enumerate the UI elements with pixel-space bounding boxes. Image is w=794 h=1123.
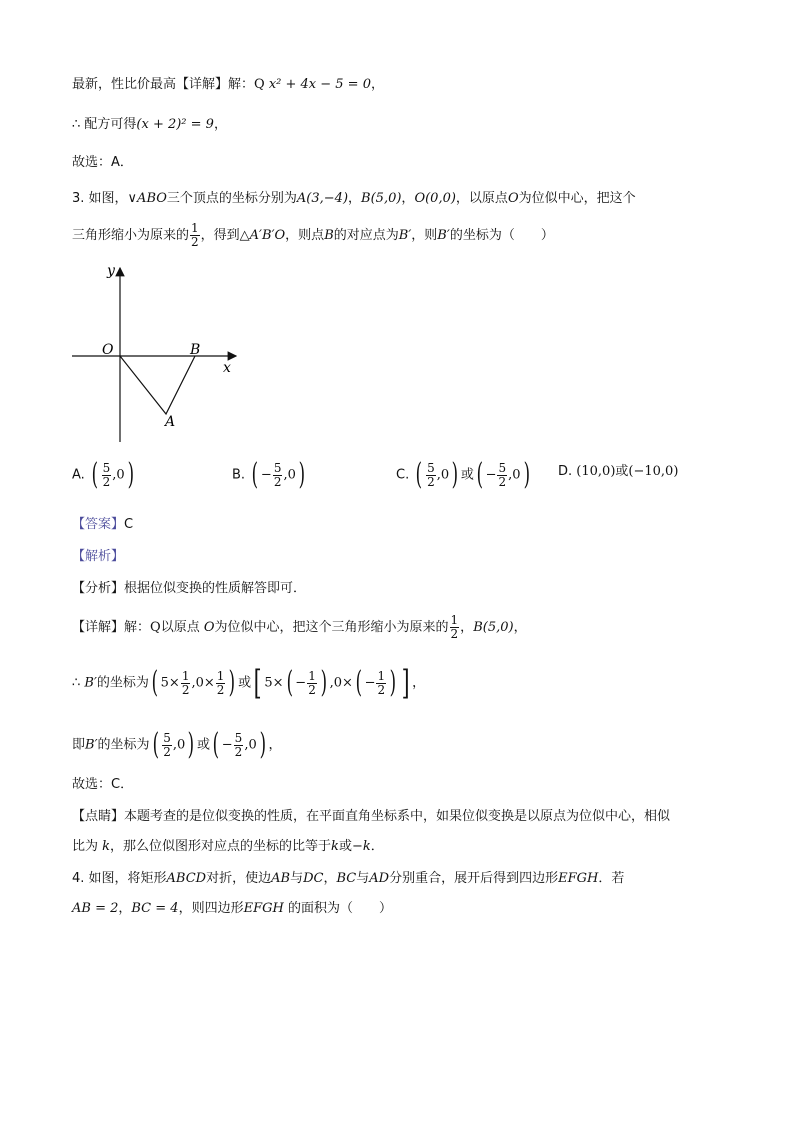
numerator: 5 — [427, 460, 435, 475]
fraction — [234, 732, 244, 759]
text: 分别重合，展开后得到四边形 — [389, 871, 559, 886]
numerator: 1 — [216, 668, 225, 683]
text: 对折，使边 — [206, 871, 272, 886]
bracket: ] — [401, 663, 410, 703]
paren: ) — [451, 457, 459, 492]
numerator: 1 — [450, 613, 459, 627]
answer-line — [72, 516, 133, 534]
math-bprime: B′ — [437, 228, 450, 243]
math-ab: AB — [271, 871, 291, 886]
minus: − — [221, 737, 233, 753]
paren: ( — [415, 457, 423, 492]
calc-line — [72, 663, 426, 703]
paren: ( — [212, 727, 220, 762]
denominator: 2 — [427, 474, 435, 489]
fraction — [426, 462, 436, 489]
tag: 【分析】 — [72, 581, 125, 596]
paren: ( — [151, 665, 159, 700]
math-bprime: B′ — [398, 228, 412, 243]
minus: − — [364, 675, 376, 691]
point-o: O(0,0) — [414, 191, 456, 206]
value: ,0× — [191, 675, 215, 691]
because-symbol: Q — [254, 77, 269, 92]
text: 本题考查的是位似变换的性质，在平面直角坐标系中，如果位似变换是以原点为位似中心，相似 — [124, 809, 671, 824]
triangle-name: ∨ABO — [127, 191, 167, 206]
value: 5× — [160, 675, 180, 691]
option-label: A. — [72, 467, 85, 483]
question-3-line-1 — [72, 190, 636, 208]
text: ， — [401, 191, 415, 206]
point-b: B(5,0) — [361, 191, 402, 206]
option-label: B. — [232, 467, 246, 483]
text: 3. 如图， — [72, 191, 128, 206]
point-a: A(3,−4) — [296, 191, 349, 206]
math-ab-eq: AB = 2 — [72, 901, 119, 916]
numerator: 1 — [308, 668, 316, 683]
paren: ) — [229, 665, 236, 700]
math-ad: AD — [369, 871, 390, 886]
paren: ( — [251, 457, 259, 492]
fraction — [376, 670, 386, 697]
text: 的坐标为 — [97, 737, 150, 753]
denominator: 2 — [216, 682, 225, 697]
or-text: 或 — [238, 675, 252, 691]
option-c[interactable] — [396, 457, 532, 492]
therefore: ∴ — [72, 675, 85, 691]
choice-line-a: 故选：A． — [72, 155, 133, 170]
text: 的坐标为（ ） — [449, 228, 554, 243]
option-a[interactable] — [72, 457, 136, 492]
value: 5× — [264, 675, 284, 691]
triangle-name: △A′B′O — [239, 228, 286, 243]
fenxi-line — [72, 580, 306, 598]
text: ． — [370, 839, 384, 854]
text: ，则点 — [285, 228, 325, 243]
math-bprime: B′ — [85, 737, 98, 753]
math-k: k — [331, 839, 339, 854]
numerator: 5 — [163, 730, 171, 745]
text: 4. 如图，将矩形 — [72, 871, 167, 886]
option-d[interactable] — [558, 460, 678, 479]
text: ，则四边形 — [178, 901, 244, 916]
value: ,0× — [329, 675, 353, 691]
detail-line — [72, 614, 527, 641]
tag: 【详解】 — [72, 620, 125, 635]
o-label: O — [102, 342, 114, 358]
dianjing-line-1 — [72, 808, 670, 826]
text: 的对应点为 — [333, 228, 399, 243]
dianjing-line-2 — [72, 838, 384, 856]
paren: ) — [127, 457, 134, 492]
numerator: 5 — [234, 730, 243, 745]
denominator: 2 — [234, 744, 243, 759]
numerator: 5 — [273, 460, 282, 475]
point-b: B(5,0) — [473, 620, 514, 635]
text: ， — [460, 620, 474, 635]
fraction — [307, 670, 317, 697]
minus: − — [485, 467, 497, 483]
text: 比为 — [72, 839, 103, 854]
paren: ( — [286, 665, 293, 700]
option-label: D. — [558, 464, 573, 479]
answer-value: C — [124, 517, 134, 532]
or-text: 或 — [615, 464, 629, 479]
denominator: 2 — [102, 474, 111, 489]
value: ,0 — [436, 467, 450, 483]
numerator: 1 — [191, 221, 199, 235]
math-efgh: EFGH — [558, 871, 599, 886]
b-label: B — [190, 342, 201, 358]
because-symbol: Q — [150, 620, 161, 635]
value: ,0 — [172, 737, 186, 753]
fraction-half — [450, 614, 460, 641]
value: ,0 — [283, 467, 296, 483]
numerator: 5 — [498, 460, 507, 475]
text: ，那么位似图形对应点的坐标的比等于 — [110, 839, 332, 854]
text: ， — [513, 620, 527, 635]
x-label: x — [223, 360, 231, 376]
text: 解： — [124, 620, 151, 635]
math-abcd: ABCD — [166, 871, 207, 886]
fraction — [162, 732, 172, 759]
numerator: 1 — [377, 668, 386, 683]
text: ， — [268, 737, 282, 753]
solution-line-1 — [72, 76, 384, 94]
value: ,0 — [112, 467, 125, 483]
value: (−10,0) — [628, 464, 679, 479]
text: 三角形缩小为原来的 — [72, 228, 190, 243]
text: 为位似中心，把这个 — [518, 191, 636, 206]
fraction — [273, 462, 283, 489]
denominator: 2 — [191, 235, 199, 249]
numerator: 5 — [102, 460, 111, 475]
fraction — [216, 670, 226, 697]
text: ， — [323, 871, 337, 886]
text: ， — [412, 675, 426, 691]
or-text: 或 — [460, 467, 474, 483]
paren: ) — [259, 727, 266, 762]
question-3-line-2 — [72, 222, 554, 249]
option-label: C. — [396, 467, 410, 483]
math-b: B — [324, 228, 334, 243]
text: 的坐标为 — [96, 675, 149, 691]
denominator: 2 — [163, 744, 171, 759]
or-text: 或 — [197, 737, 211, 753]
a-label: A — [165, 414, 176, 430]
text: 根据位似变换的性质解答即可． — [124, 581, 307, 596]
denominator: 2 — [273, 474, 282, 489]
text: 三个顶点的坐标分别为 — [166, 191, 297, 206]
equation: x² + 4x − 5 = 0 — [268, 77, 371, 92]
text: ， — [213, 117, 227, 132]
math-bc: BC — [336, 871, 357, 886]
denominator: 2 — [498, 474, 507, 489]
text: ，得到 — [200, 228, 240, 243]
text: 与 — [356, 871, 370, 886]
result-line — [72, 727, 282, 762]
math-dc: DC — [303, 871, 324, 886]
fraction — [181, 670, 191, 697]
math-o: O — [203, 620, 215, 635]
question-4-line-2 — [72, 900, 392, 918]
math-bc-eq: BC = 4 — [131, 901, 179, 916]
tag: 【点睛】 — [72, 809, 125, 824]
option-b[interactable] — [232, 457, 308, 492]
math-efgh: EFGH — [243, 901, 284, 916]
paren: ) — [320, 665, 327, 700]
paren: ) — [523, 457, 530, 492]
coordinate-figure — [60, 258, 260, 448]
text: ，则 — [411, 228, 438, 243]
solution-line-2 — [72, 116, 227, 134]
bracket: [ — [253, 663, 262, 703]
text: 与 — [290, 871, 304, 886]
denominator: 2 — [181, 682, 190, 697]
fraction — [102, 462, 112, 489]
y-label: y — [107, 263, 115, 279]
numerator: 1 — [181, 668, 190, 683]
paren: ( — [476, 457, 483, 492]
value: ,0 — [508, 467, 521, 483]
denominator: 2 — [377, 682, 386, 697]
answer-tag: 【答案】 — [72, 517, 125, 532]
denominator: 2 — [450, 627, 459, 641]
paren: ( — [91, 457, 99, 492]
text: 最新，性比价最高【详解】解： — [72, 77, 255, 92]
question-4-line-1 — [72, 870, 624, 888]
text: ， — [370, 77, 384, 92]
denominator: 2 — [308, 682, 316, 697]
text: 即 — [72, 737, 86, 753]
paren: ) — [298, 457, 305, 492]
value: (10,0) — [576, 464, 616, 479]
minus: − — [295, 675, 307, 691]
analysis-tag — [72, 548, 124, 566]
tag: 【解析】 — [72, 549, 125, 564]
text: ∴ 配方可得 — [72, 117, 137, 132]
math-o: O — [507, 191, 519, 206]
or-text: 或 — [338, 839, 352, 854]
text: ， — [118, 901, 132, 916]
fraction-half — [190, 222, 200, 249]
math-minus-k: −k — [351, 839, 371, 854]
text: ，以原点 — [455, 191, 508, 206]
value: ,0 — [244, 737, 257, 753]
text: 以原点 — [160, 620, 204, 635]
minus: − — [260, 467, 272, 483]
paren: ) — [187, 727, 195, 762]
fraction — [497, 462, 507, 489]
choice-line-c: 故选：C． — [72, 777, 134, 792]
text: 的面积为（ ） — [283, 901, 392, 916]
paren: ( — [152, 727, 159, 762]
text: 为位似中心，把这个三角形缩小为原来的 — [214, 620, 449, 635]
equation: (x + 2)² = 9 — [136, 117, 214, 132]
math-bprime: B′ — [84, 675, 97, 691]
text: ， — [348, 191, 362, 206]
paren: ( — [355, 665, 362, 700]
triangle-abo — [120, 356, 195, 414]
paren: ) — [389, 665, 397, 700]
math-k: k — [102, 839, 111, 854]
text: ．若 — [598, 871, 625, 886]
